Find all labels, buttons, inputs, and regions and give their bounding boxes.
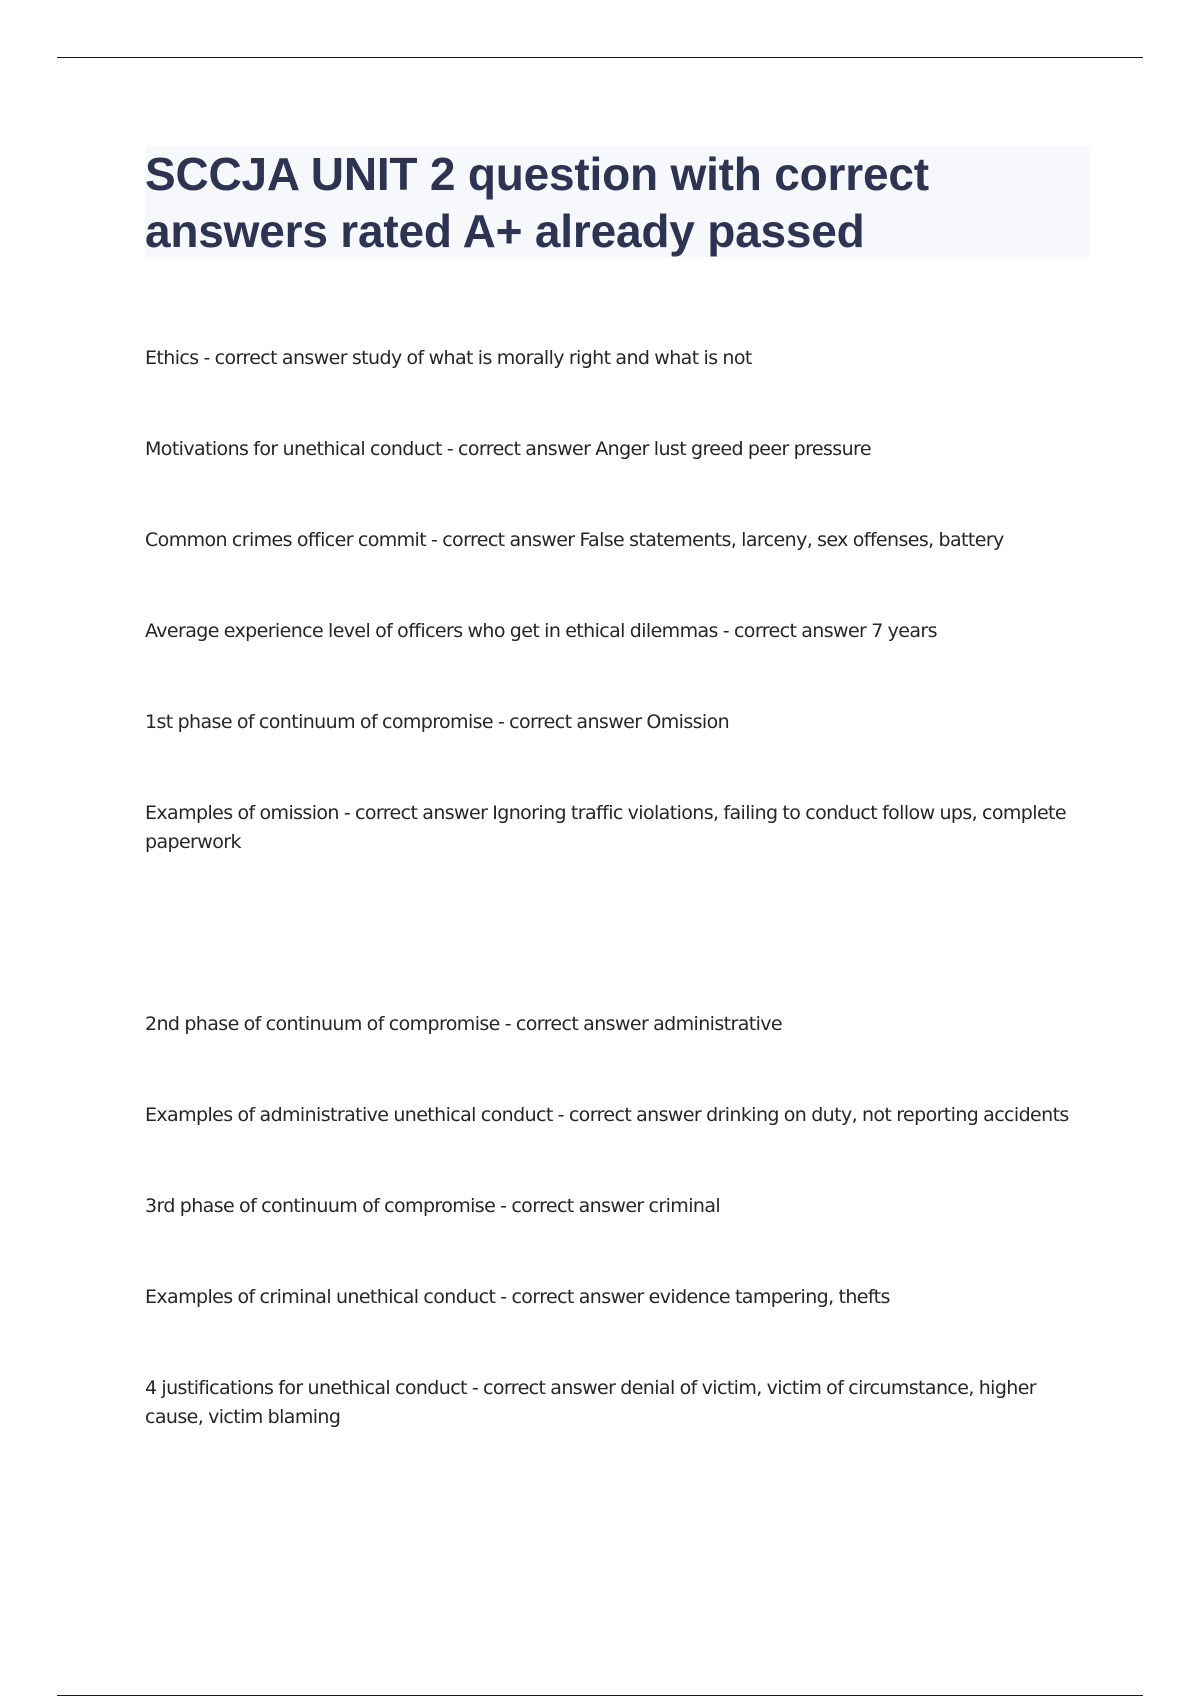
qa-entry-3: Common crimes officer commit - correct answer False statements, larceny, sex offenses, battery — [145, 529, 1004, 551]
qa-entry-6: Examples of omission - correct answer Ignoring traffic violations, failing to conduct follow ups, complete paperwork — [145, 802, 1066, 853]
qa-entry-5: 1st phase of continuum of compromise - correct answer Omission — [145, 711, 730, 733]
qa-entry-4: Average experience level of officers who get in ethical dilemmas - correct answer 7 years — [145, 620, 937, 642]
qa-entry-8: Examples of administrative unethical conduct - correct answer drinking on duty, not reporting accidents — [145, 1104, 1069, 1126]
qa-entry-1: Ethics - correct answer study of what is morally right and what is not — [145, 347, 752, 369]
document-title: SCCJA UNIT 2 question with correct answers rated A+ already passed — [145, 148, 929, 257]
qa-entry-7: 2nd phase of continuum of compromise - correct answer administrative — [145, 1013, 783, 1035]
qa-entry-2: Motivations for unethical conduct - correct answer Anger lust greed peer pressure — [145, 438, 871, 460]
header-rule — [57, 57, 1143, 58]
qa-entry-10: Examples of criminal unethical conduct - correct answer evidence tampering, thefts — [145, 1286, 890, 1308]
qa-entry-9: 3rd phase of continuum of compromise - correct answer criminal — [145, 1195, 721, 1217]
title-block — [145, 146, 1089, 257]
footer-rule — [57, 1695, 1143, 1696]
qa-entry-11: 4 justifications for unethical conduct - correct answer denial of victim, victim of circumstance, higher cause, victim blaming — [145, 1377, 1037, 1428]
